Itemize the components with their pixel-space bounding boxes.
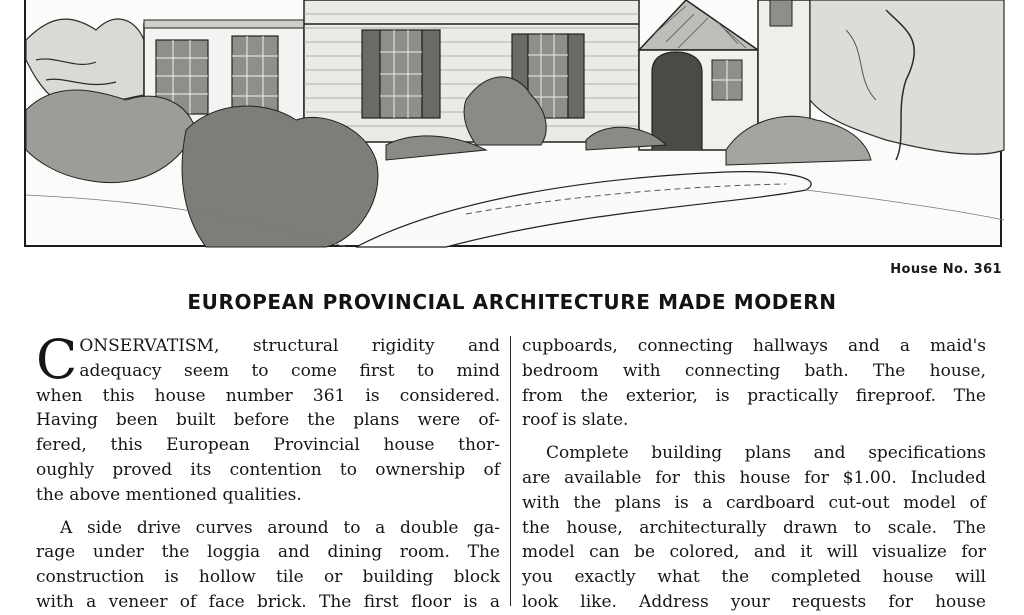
text-line: with a veneer of face brick. The first floor is a <box>36 591 500 612</box>
text-line: construction is hollow tile or building block <box>36 567 500 588</box>
text-line: look like. Address your requests for house <box>522 591 986 612</box>
text-line: Complete building plans and specifications <box>546 443 986 464</box>
right-column <box>522 334 986 615</box>
text-line: when this house number 361 is considered. <box>36 385 500 406</box>
text-line: model can be colored, and it will visualize for <box>522 542 986 563</box>
left-column <box>36 328 500 615</box>
paragraph-2 <box>36 516 500 615</box>
text-line: fered, this European Provincial house thor- <box>36 435 500 456</box>
drop-cap: C <box>36 328 78 391</box>
house-drawing <box>26 0 1004 247</box>
article-headline: EUROPEAN PROVINCIAL ARCHITECTURE MADE MODERN <box>187 290 837 314</box>
text-line: you exactly what the completed house will <box>522 567 986 588</box>
text-line: cupboards, connecting hallways and a maid's <box>522 336 986 356</box>
text-line: with the plans is a cardboard cut-out model of <box>522 492 986 513</box>
paragraph-plans <box>522 441 986 615</box>
text-line: Having been built before the plans were of- <box>36 410 500 431</box>
text-line: the above mentioned qualities. <box>36 484 302 505</box>
text-line: oughly proved its contention to ownership of <box>36 459 500 480</box>
house-illustration <box>24 0 1002 247</box>
text-line: ONSERVATISM, structural rigidity and <box>79 336 500 356</box>
text-line: the house, architecturally drawn to scale. The <box>522 517 986 538</box>
house-number-caption: House No. 361 <box>890 262 1002 277</box>
text-line: are available for this house for $1.00. Included <box>522 467 986 488</box>
text-line: adequacy seem to come first to mind <box>79 360 500 381</box>
paragraph-continued <box>522 334 986 433</box>
text-line: roof is slate. <box>522 410 629 431</box>
text-line: from the exterior, is practically fireproof. The <box>522 385 986 406</box>
paragraph-1 <box>36 328 500 508</box>
text-line: bedroom with connecting bath. The house, <box>522 360 986 381</box>
text-line: A side drive curves around to a double ga- <box>60 517 500 538</box>
column-divider <box>510 336 511 606</box>
text-line: rage under the loggia and dining room. The <box>36 542 500 563</box>
